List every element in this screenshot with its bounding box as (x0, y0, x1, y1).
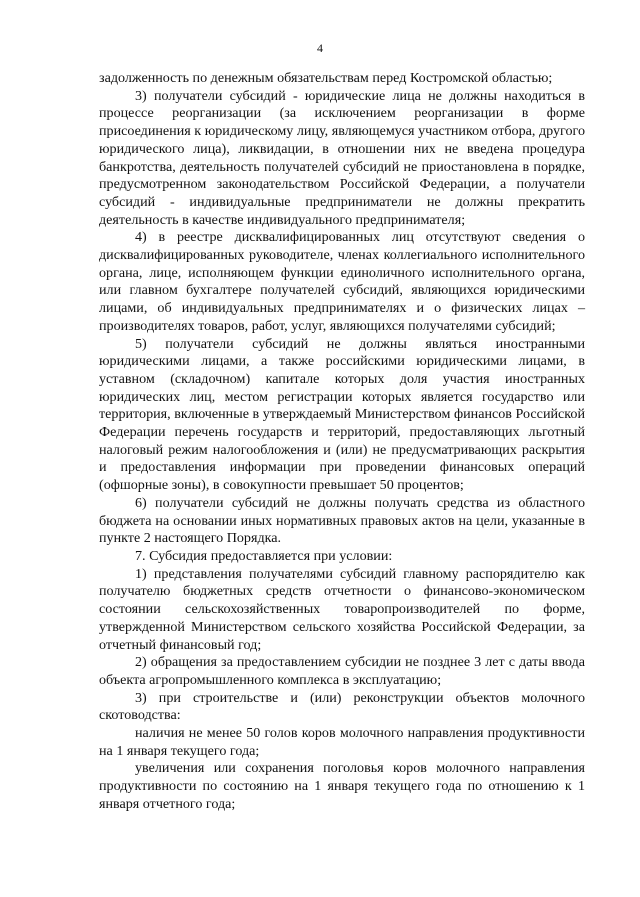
paragraph-condition-2: 2) обращения за предоставлением субсидии не позднее 3 лет с даты ввода объекта агропромышленного комплекса в эксплуатацию; (99, 654, 585, 688)
paragraph-condition-3: 3) при строительстве и (или) реконструкции объектов молочного скотоводства: (99, 689, 585, 724)
page-number: 4 (317, 41, 323, 55)
paragraph-section-7: 7. Субсидия предоставляется при условии: (135, 547, 393, 564)
paragraph-item-3: 3) получатели субсидий - юридические лица не должны находиться в процессе реорганизации (за исключением реорганизации в форме присоединения к юридическому лицу, являющемуся участником отбора, другого юридического лица), ликвидации, в отношении них не введена процедура банкротства, деятельность получателей субсидий не приостановлена в порядке, предусмотренном законодательством Российской Федерации, а получатели субсидий - индивидуальные предприниматели не должны прекратить деятельность в качестве индивидуального предпринимателя; (99, 87, 585, 228)
paragraph-item-6: 6) получатели субсидий не должны получать средства из областного бюджета на основании иных нормативных правовых актов на цели, указанные в пункте 2 настоящего Порядка. (99, 494, 585, 547)
paragraph-subcondition-herd: увеличения или сохранения поголовья коров молочного направления продуктивности по состоянию на 1 января текущего года по отношению к 1 января отчетного года; (99, 760, 585, 812)
paragraph-item-5: 5) получатели субсидий не должны являться иностранными юридическими лицами, а также российскими юридическими лицами, в уставном (складочном) капитале которых доля участия иностранных юридических лиц, местом регистрации которых является государство или территория, включенные в утверждаемый Министерством финансов Российской Федерации перечень государств и территорий, предоставляющих льготный налоговый режим налогообложения и (или) не предусматривающих раскрытия и предоставления информации при проведении финансовых операций (офшорные зоны), в совокупности превышает 50 процентов; (99, 335, 585, 494)
paragraph-item-4: 4) в реестре дисквалифицированных лиц отсутствуют сведения о дисквалифицированных руководителе, членах коллегиального исполнительного органа, лице, исполняющем функции единоличного исполнительного органа, или главном бухгалтере получателей субсидий, являющихся юридическими лицами, об индивидуальных предпринимателях и о физических лицах – производителях товаров, работ, услуг, являющихся получателями субсидий; (99, 229, 585, 334)
paragraph-continuation: задолженность по денежным обязательствам перед Костромской областью; (99, 70, 553, 86)
paragraph-subcondition-livestock: наличия не менее 50 голов коров молочного направления продуктивности на 1 января текущего года; (99, 725, 585, 759)
document-body (99, 70, 585, 814)
paragraph-condition-1: 1) представления получателями субсидий главному распорядителю как получателю бюджетных средств отчетности о финансово-экономическом состоянии сельскохозяйственных товаропроизводителей по форме, утвержденной Министерством сельского хозяйства Российской Федерации, за отчетный финансовый год; (99, 565, 585, 653)
